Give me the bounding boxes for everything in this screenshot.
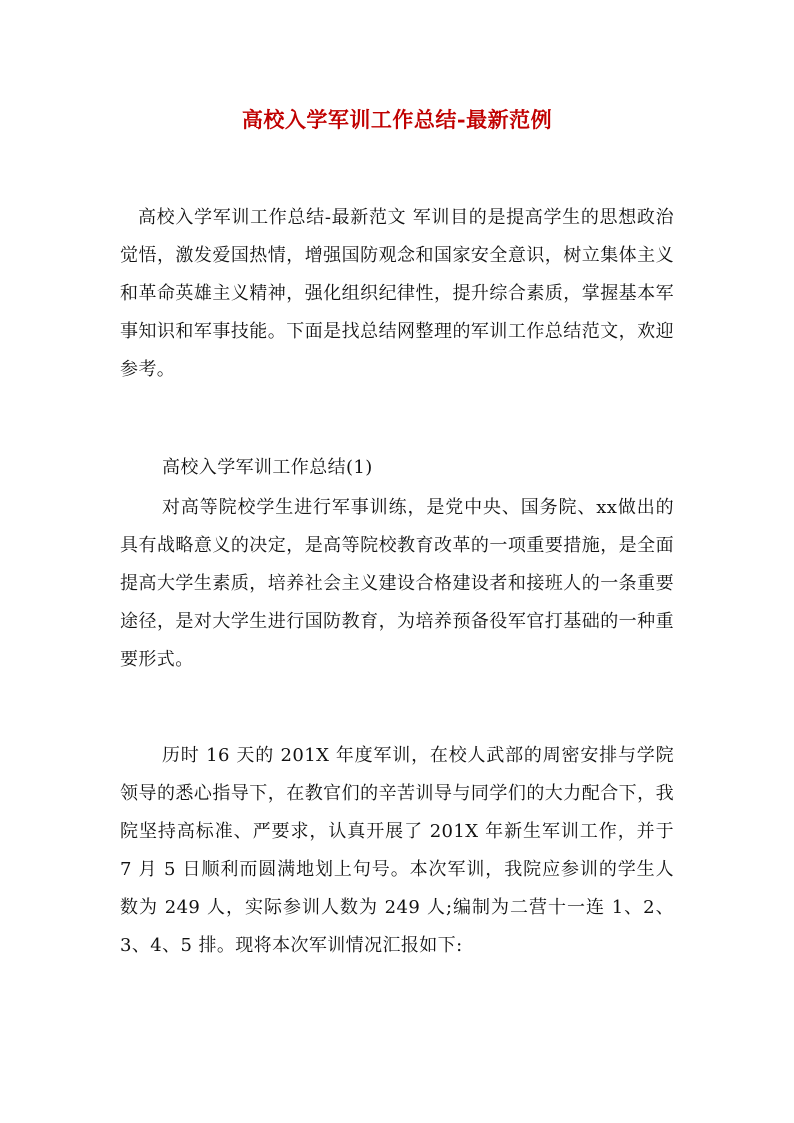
document-title: 高校入学军训工作总结-最新范例: [241, 107, 553, 132]
section-heading: 高校入学军训工作总结(1): [162, 457, 373, 478]
body-paragraph-2: 历时 16 天的 201X 年度军训，在校人武部的周密安排与学院领导的悉心指导下，在教官们的辛苦训导与同学们的大力配合下，我院坚持高标准、严要求，认真开展了 201X 年新生军训工作，并于 7 月 5 日顺利而圆满地划上句号。本次军训，我院应参训的学生人数为 249 人，实际参训人数为 249 人;编制为二营十一连 1、2、3、4、5 排。现将本次军训情况汇报如下:: [120, 745, 674, 956]
intro-paragraph: 高校入学军训工作总结-最新范文 军训目的是提高学生的思想政治觉悟，激发爱国热情，增强国防观念和国家安全意识，树立集体主义和革命英雄主义精神，强化组织纪律性，提升综合素质，掌握基本军事知识和军事技能。下面是找总结网整理的军训工作总结范文，欢迎参考。: [120, 207, 674, 380]
body-paragraph-1: 对高等院校学生进行军事训练，是党中央、国务院、xx做出的具有战略意义的决定，是高等院校教育改革的一项重要措施，是全面提高大学生素质，培养社会主义建设合格建设者和接班人的一条重要途径，是对大学生进行国防教育，为培养预备役军官打基础的一种重要形式。: [120, 497, 674, 670]
